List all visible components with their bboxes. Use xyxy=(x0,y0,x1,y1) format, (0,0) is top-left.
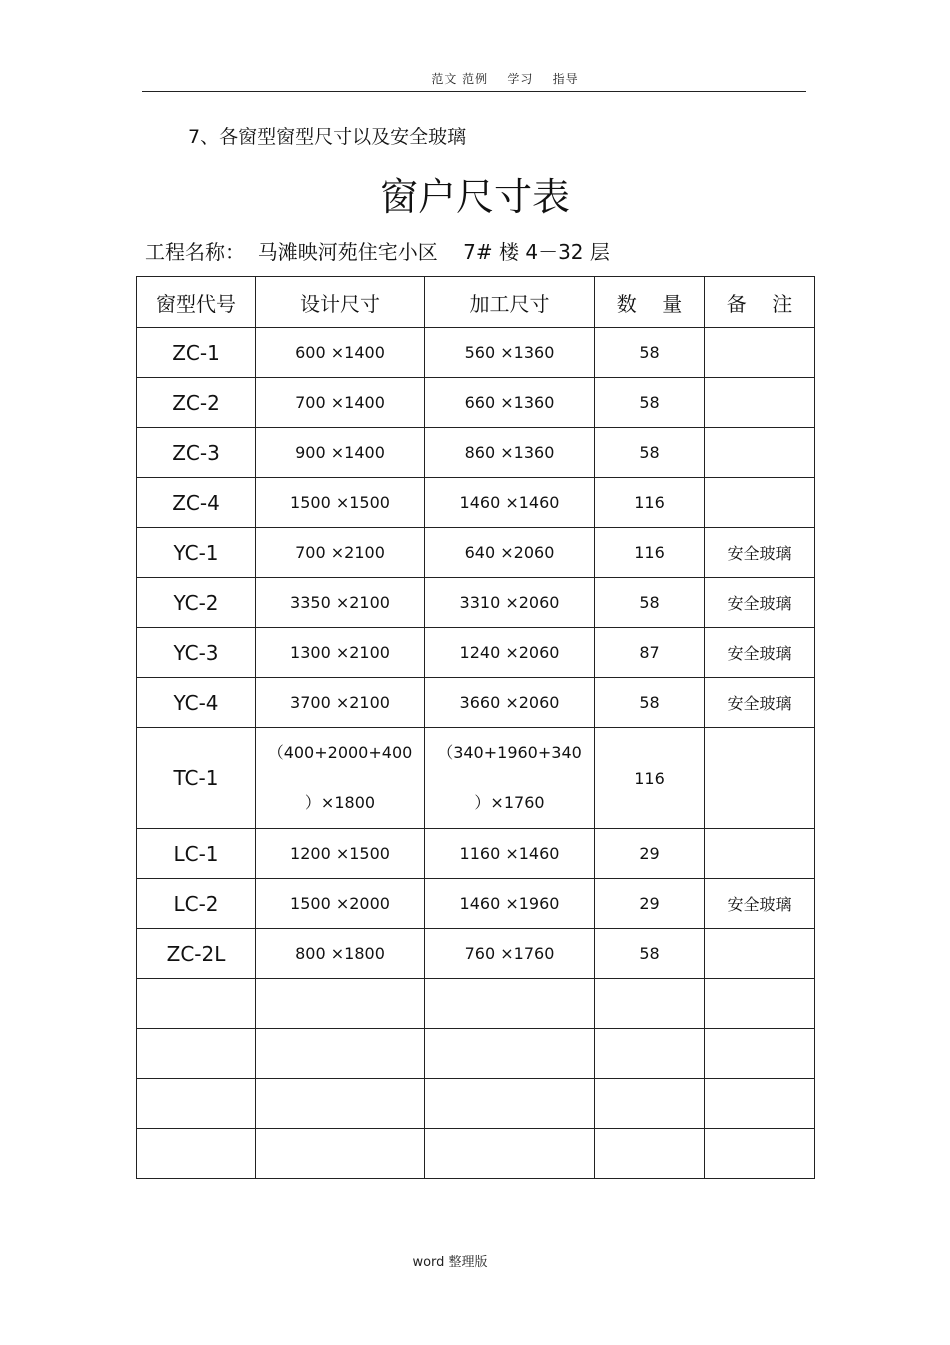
processing-size-cell: 1460 ×1960 xyxy=(425,879,595,929)
remarks-cell: 安全玻璃 xyxy=(705,628,815,678)
empty-cell xyxy=(256,979,425,1029)
quantity-cell: 58 xyxy=(595,929,705,979)
design-size-cell: 1200 ×1500 xyxy=(256,829,425,879)
window-code-cell: YC-3 xyxy=(137,628,256,678)
table-row xyxy=(137,628,815,678)
quantity-cell: 58 xyxy=(595,378,705,428)
processing-size-cell: 760 ×1760 xyxy=(425,929,595,979)
processing-size-cell: 3310 ×2060 xyxy=(425,578,595,628)
processing-size-cell: 660 ×1360 xyxy=(425,378,595,428)
table-row xyxy=(137,829,815,879)
table-header-row xyxy=(137,277,815,328)
section-heading: 7、各窗型窗型尺寸以及安全玻璃 xyxy=(188,126,467,148)
empty-cell xyxy=(425,1079,595,1129)
table-row xyxy=(137,528,815,578)
design-size-cell: 800 ×1800 xyxy=(256,929,425,979)
window-code-cell: ZC-4 xyxy=(137,478,256,528)
empty-cell xyxy=(137,1129,256,1179)
processing-size-cell: 860 ×1360 xyxy=(425,428,595,478)
window-code-cell: TC-1 xyxy=(137,728,256,829)
design-size-cell: 3700 ×2100 xyxy=(256,678,425,728)
table-row xyxy=(137,728,815,829)
empty-cell xyxy=(256,1129,425,1179)
remarks-cell: 安全玻璃 xyxy=(705,578,815,628)
window-code-cell: ZC-3 xyxy=(137,428,256,478)
window-code-cell: LC-2 xyxy=(137,879,256,929)
quantity-cell: 58 xyxy=(595,428,705,478)
empty-cell xyxy=(137,1079,256,1129)
empty-cell xyxy=(595,1029,705,1079)
table-row xyxy=(137,328,815,378)
table-body xyxy=(137,328,815,1179)
design-size-cell: 600 ×1400 xyxy=(256,328,425,378)
table-row xyxy=(137,879,815,929)
empty-table-row xyxy=(137,1129,815,1179)
empty-cell xyxy=(425,979,595,1029)
design-size-cell-line-1: （400+2000+400 xyxy=(267,743,413,762)
design-size-cell: 900 ×1400 xyxy=(256,428,425,478)
design-size-cell: 700 ×1400 xyxy=(256,378,425,428)
table-row xyxy=(137,478,815,528)
header-processing-size: 加工尺寸 xyxy=(425,277,595,328)
empty-cell xyxy=(425,1029,595,1079)
empty-cell xyxy=(705,1029,815,1079)
quantity-cell: 29 xyxy=(595,879,705,929)
empty-cell xyxy=(705,1079,815,1129)
empty-cell xyxy=(705,1129,815,1179)
empty-cell xyxy=(595,979,705,1029)
remarks-cell: 安全玻璃 xyxy=(705,528,815,578)
header-quantity: 数 量 xyxy=(595,277,705,328)
window-code-cell: ZC-2 xyxy=(137,378,256,428)
design-size-cell xyxy=(256,728,425,829)
design-size-cell: 1500 ×2000 xyxy=(256,879,425,929)
design-size-cell: 3350 ×2100 xyxy=(256,578,425,628)
remarks-cell xyxy=(705,829,815,879)
page-footer-text: word 整理版 xyxy=(412,1255,488,1270)
remarks-cell xyxy=(705,378,815,428)
empty-cell xyxy=(137,1029,256,1079)
quantity-cell: 58 xyxy=(595,678,705,728)
processing-size-cell: 1240 ×2060 xyxy=(425,628,595,678)
quantity-cell: 116 xyxy=(595,478,705,528)
processing-size-cell: 1460 ×1460 xyxy=(425,478,595,528)
processing-size-cell-line-2: ）×1760 xyxy=(474,793,545,812)
quantity-cell: 58 xyxy=(595,578,705,628)
remarks-cell: 安全玻璃 xyxy=(705,678,815,728)
window-code-cell: YC-2 xyxy=(137,578,256,628)
empty-cell xyxy=(595,1079,705,1129)
header-window-code: 窗型代号 xyxy=(137,277,256,328)
remarks-cell: 安全玻璃 xyxy=(705,879,815,929)
empty-cell xyxy=(256,1079,425,1129)
table-row xyxy=(137,378,815,428)
design-size-cell-line-2: ）×1800 xyxy=(304,793,376,812)
remarks-cell xyxy=(705,728,815,829)
empty-table-row xyxy=(137,1029,815,1079)
table-row xyxy=(137,929,815,979)
empty-cell xyxy=(595,1129,705,1179)
window-code-cell: LC-1 xyxy=(137,829,256,879)
empty-cell xyxy=(705,979,815,1029)
window-code-cell: YC-4 xyxy=(137,678,256,728)
table-row xyxy=(137,578,815,628)
design-size-cell: 1300 ×2100 xyxy=(256,628,425,678)
remarks-cell xyxy=(705,929,815,979)
window-size-table xyxy=(136,276,815,1179)
header-design-size: 设计尺寸 xyxy=(256,277,425,328)
project-name-line: 工程名称： 马滩映河苑住宅小区 7# 楼 4－32 层 xyxy=(145,240,610,264)
design-size-cell: 700 ×2100 xyxy=(256,528,425,578)
empty-cell xyxy=(256,1029,425,1079)
quantity-cell: 87 xyxy=(595,628,705,678)
processing-size-cell: 640 ×2060 xyxy=(425,528,595,578)
processing-size-cell: 1160 ×1460 xyxy=(425,829,595,879)
empty-cell xyxy=(425,1129,595,1179)
processing-size-cell: 560 ×1360 xyxy=(425,328,595,378)
design-size-cell: 1500 ×1500 xyxy=(256,478,425,528)
quantity-cell: 29 xyxy=(595,829,705,879)
document-title: 窗户尺寸表 xyxy=(379,175,570,219)
remarks-cell xyxy=(705,478,815,528)
window-code-cell: ZC-2L xyxy=(137,929,256,979)
window-code-cell: YC-1 xyxy=(137,528,256,578)
header-divider xyxy=(142,91,806,92)
header-remarks: 备 注 xyxy=(705,277,815,328)
empty-table-row xyxy=(137,1079,815,1129)
remarks-cell xyxy=(705,328,815,378)
page-header-text: 范文 范例 学习 指导 xyxy=(431,72,579,86)
table-row xyxy=(137,428,815,478)
quantity-cell: 116 xyxy=(595,528,705,578)
empty-table-row xyxy=(137,979,815,1029)
table-row xyxy=(137,678,815,728)
processing-size-cell xyxy=(425,728,595,829)
empty-cell xyxy=(137,979,256,1029)
processing-size-cell-line-1: （340+1960+340 xyxy=(437,743,582,762)
processing-size-cell: 3660 ×2060 xyxy=(425,678,595,728)
window-code-cell: ZC-1 xyxy=(137,328,256,378)
remarks-cell xyxy=(705,428,815,478)
quantity-cell: 58 xyxy=(595,328,705,378)
quantity-cell: 116 xyxy=(595,728,705,829)
